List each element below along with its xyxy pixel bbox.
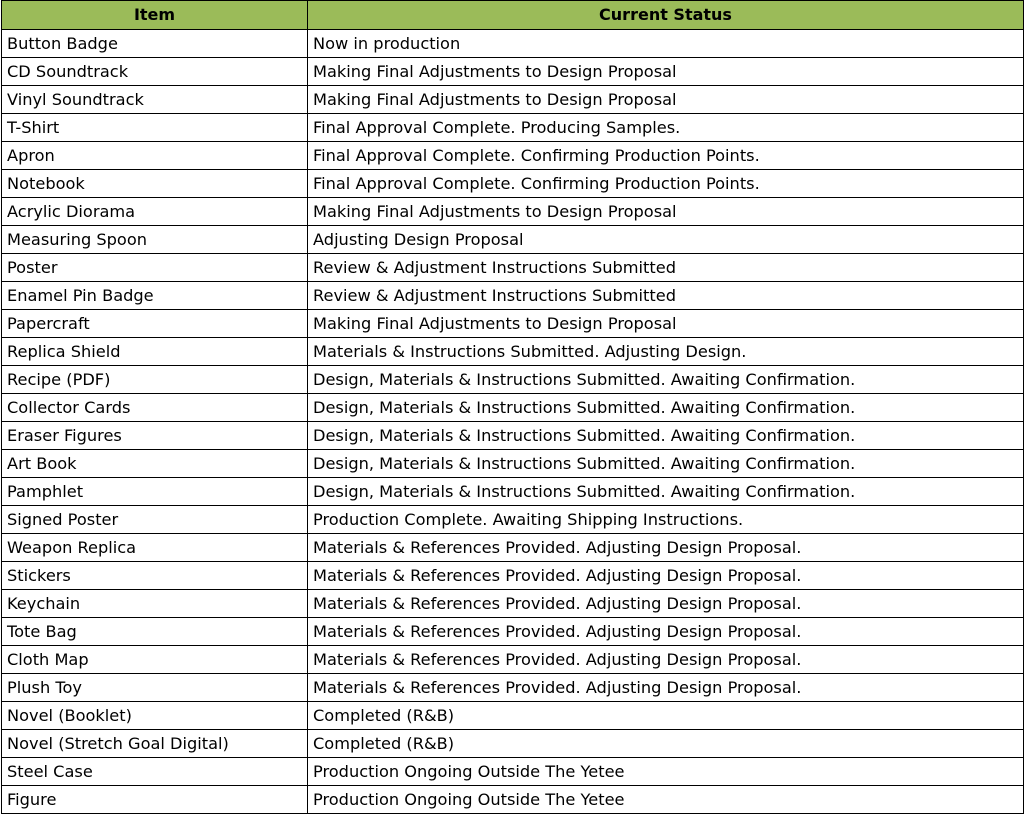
status-cell: Production Ongoing Outside The Yetee (308, 758, 1024, 786)
status-cell: Materials & References Provided. Adjusting Design Proposal. (308, 618, 1024, 646)
table-row (2, 254, 1024, 282)
table-row (2, 562, 1024, 590)
table-row (2, 86, 1024, 114)
table-row (2, 394, 1024, 422)
table-row (2, 310, 1024, 338)
item-cell: Button Badge (2, 30, 308, 58)
item-cell: CD Soundtrack (2, 58, 308, 86)
status-cell: Adjusting Design Proposal (308, 226, 1024, 254)
table-row (2, 702, 1024, 730)
item-cell: Papercraft (2, 310, 308, 338)
item-cell: Plush Toy (2, 674, 308, 702)
item-cell: Tote Bag (2, 618, 308, 646)
item-cell: Recipe (PDF) (2, 366, 308, 394)
status-cell: Materials & References Provided. Adjusting Design Proposal. (308, 646, 1024, 674)
item-cell: Stickers (2, 562, 308, 590)
status-cell: Materials & References Provided. Adjusting Design Proposal. (308, 534, 1024, 562)
status-cell: Production Complete. Awaiting Shipping Instructions. (308, 506, 1024, 534)
table-row (2, 786, 1024, 814)
status-cell: Design, Materials & Instructions Submitted. Awaiting Confirmation. (308, 450, 1024, 478)
table-row (2, 758, 1024, 786)
column-header-status: Current Status (308, 1, 1024, 30)
item-cell: Novel (Booklet) (2, 702, 308, 730)
item-cell: Pamphlet (2, 478, 308, 506)
item-cell: T-Shirt (2, 114, 308, 142)
status-cell: Final Approval Complete. Producing Samples. (308, 114, 1024, 142)
table-row (2, 534, 1024, 562)
status-cell: Design, Materials & Instructions Submitted. Awaiting Confirmation. (308, 366, 1024, 394)
table-row (2, 338, 1024, 366)
table-row (2, 170, 1024, 198)
item-cell: Keychain (2, 590, 308, 618)
table-row (2, 114, 1024, 142)
status-cell: Making Final Adjustments to Design Proposal (308, 58, 1024, 86)
table-row (2, 58, 1024, 86)
header-row (2, 1, 1024, 30)
table-row (2, 646, 1024, 674)
item-cell: Steel Case (2, 758, 308, 786)
item-cell: Collector Cards (2, 394, 308, 422)
status-cell: Completed (R&B) (308, 730, 1024, 758)
table-row (2, 226, 1024, 254)
table-row (2, 590, 1024, 618)
status-cell: Materials & Instructions Submitted. Adjusting Design. (308, 338, 1024, 366)
status-cell: Materials & References Provided. Adjusting Design Proposal. (308, 590, 1024, 618)
item-cell: Apron (2, 142, 308, 170)
status-table (1, 0, 1024, 814)
status-cell: Final Approval Complete. Confirming Production Points. (308, 142, 1024, 170)
table-row (2, 478, 1024, 506)
item-cell: Replica Shield (2, 338, 308, 366)
table-row (2, 282, 1024, 310)
status-cell: Materials & References Provided. Adjusting Design Proposal. (308, 562, 1024, 590)
item-cell: Signed Poster (2, 506, 308, 534)
table-row (2, 30, 1024, 58)
status-cell: Production Ongoing Outside The Yetee (308, 786, 1024, 814)
status-cell: Review & Adjustment Instructions Submitted (308, 282, 1024, 310)
column-header-item: Item (2, 1, 308, 30)
table-row (2, 142, 1024, 170)
item-cell: Eraser Figures (2, 422, 308, 450)
item-cell: Poster (2, 254, 308, 282)
status-cell: Making Final Adjustments to Design Proposal (308, 86, 1024, 114)
status-cell: Materials & References Provided. Adjusting Design Proposal. (308, 674, 1024, 702)
item-cell: Measuring Spoon (2, 226, 308, 254)
item-cell: Novel (Stretch Goal Digital) (2, 730, 308, 758)
item-cell: Vinyl Soundtrack (2, 86, 308, 114)
status-cell: Final Approval Complete. Confirming Production Points. (308, 170, 1024, 198)
status-cell: Design, Materials & Instructions Submitted. Awaiting Confirmation. (308, 394, 1024, 422)
table-row (2, 618, 1024, 646)
status-cell: Design, Materials & Instructions Submitted. Awaiting Confirmation. (308, 478, 1024, 506)
item-cell: Art Book (2, 450, 308, 478)
table-body (2, 30, 1024, 814)
status-cell: Review & Adjustment Instructions Submitted (308, 254, 1024, 282)
status-cell: Now in production (308, 30, 1024, 58)
item-cell: Enamel Pin Badge (2, 282, 308, 310)
table-row (2, 506, 1024, 534)
status-cell: Making Final Adjustments to Design Proposal (308, 310, 1024, 338)
item-cell: Notebook (2, 170, 308, 198)
table-row (2, 730, 1024, 758)
item-cell: Acrylic Diorama (2, 198, 308, 226)
table-row (2, 422, 1024, 450)
item-cell: Figure (2, 786, 308, 814)
item-cell: Cloth Map (2, 646, 308, 674)
status-cell: Design, Materials & Instructions Submitted. Awaiting Confirmation. (308, 422, 1024, 450)
table-row (2, 450, 1024, 478)
table-row (2, 366, 1024, 394)
status-cell: Making Final Adjustments to Design Proposal (308, 198, 1024, 226)
table-row (2, 674, 1024, 702)
status-cell: Completed (R&B) (308, 702, 1024, 730)
table-header (2, 1, 1024, 30)
item-cell: Weapon Replica (2, 534, 308, 562)
table-row (2, 198, 1024, 226)
